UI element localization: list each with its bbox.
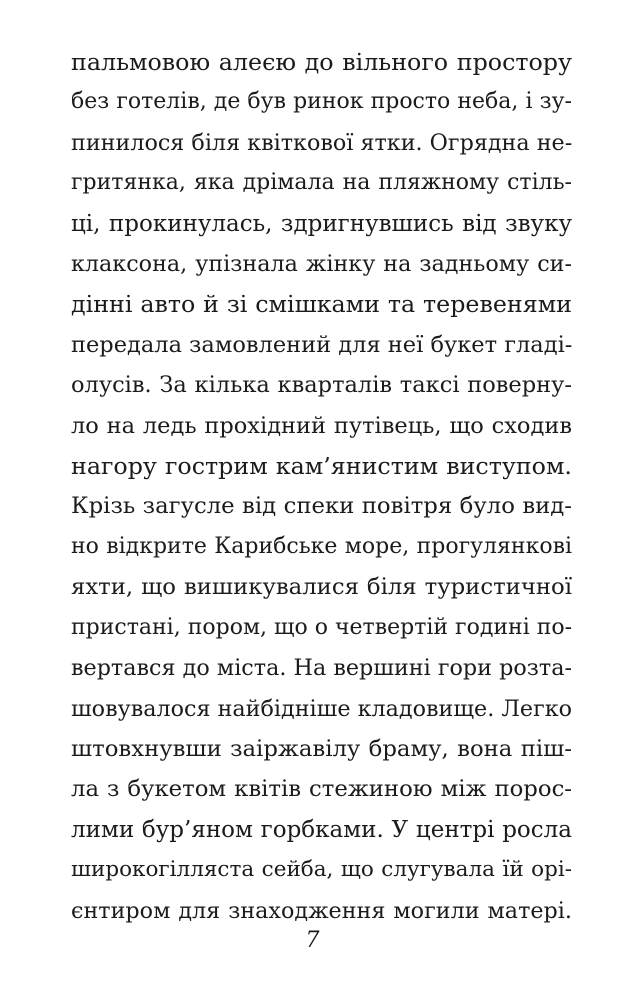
text-line: олусів. За кілька кварталів таксі поверну-: [71, 372, 572, 399]
text-line: шовувалося найбідніше кладовище. Легко: [71, 695, 572, 722]
text-line: клаксона, упізнала жінку на задньому си-: [71, 251, 572, 278]
text-line: пальмовою алеєю до вільного простору: [71, 48, 572, 76]
text-line: ла з букетом квітів стежиною між порос-: [71, 776, 572, 803]
text-line: но відкрите Карибське море, прогулянкові: [71, 533, 572, 559]
page-number: 7: [305, 928, 320, 953]
text-line: дінні авто й зі смішками та теревенями: [71, 290, 572, 319]
text-line: єнтиром для знаходження могили матері.: [71, 897, 572, 924]
text-line: пинилося біля квіткової ятки. Огрядна не-: [71, 129, 572, 156]
body-text: [71, 42, 572, 931]
text-line: передала замовлений для неї букет гладі-: [71, 331, 572, 358]
text-line: без готелів, де був ринок просто неба, і зу-: [71, 89, 572, 115]
text-line: пристані, пором, що о четвертій годині по-: [71, 614, 572, 640]
text-line: яхти, що вишикувалися біля туристичної: [71, 574, 572, 601]
text-line: нагору гострим кам’янистим виступом.: [71, 452, 572, 481]
text-line: ці, прокинулась, здригнувшись від звуку: [71, 210, 572, 237]
text-line: ло на ледь прохідний путівець, що сходив: [71, 412, 572, 439]
text-line: широкогілляста сейба, що слугувала їй орі-: [71, 857, 572, 883]
text-line: вертався до міста. На вершині гори розта-: [71, 655, 572, 682]
text-line: Крізь загусле від спеки повітря було вид-: [71, 493, 572, 520]
text-line: гритянка, яка дрімала на пляжному стіль-: [71, 170, 572, 196]
text-line: штовхнувши заіржавілу браму, вона піш-: [71, 735, 572, 762]
text-line: лими бур’яном горбками. У центрі росла: [71, 816, 572, 843]
